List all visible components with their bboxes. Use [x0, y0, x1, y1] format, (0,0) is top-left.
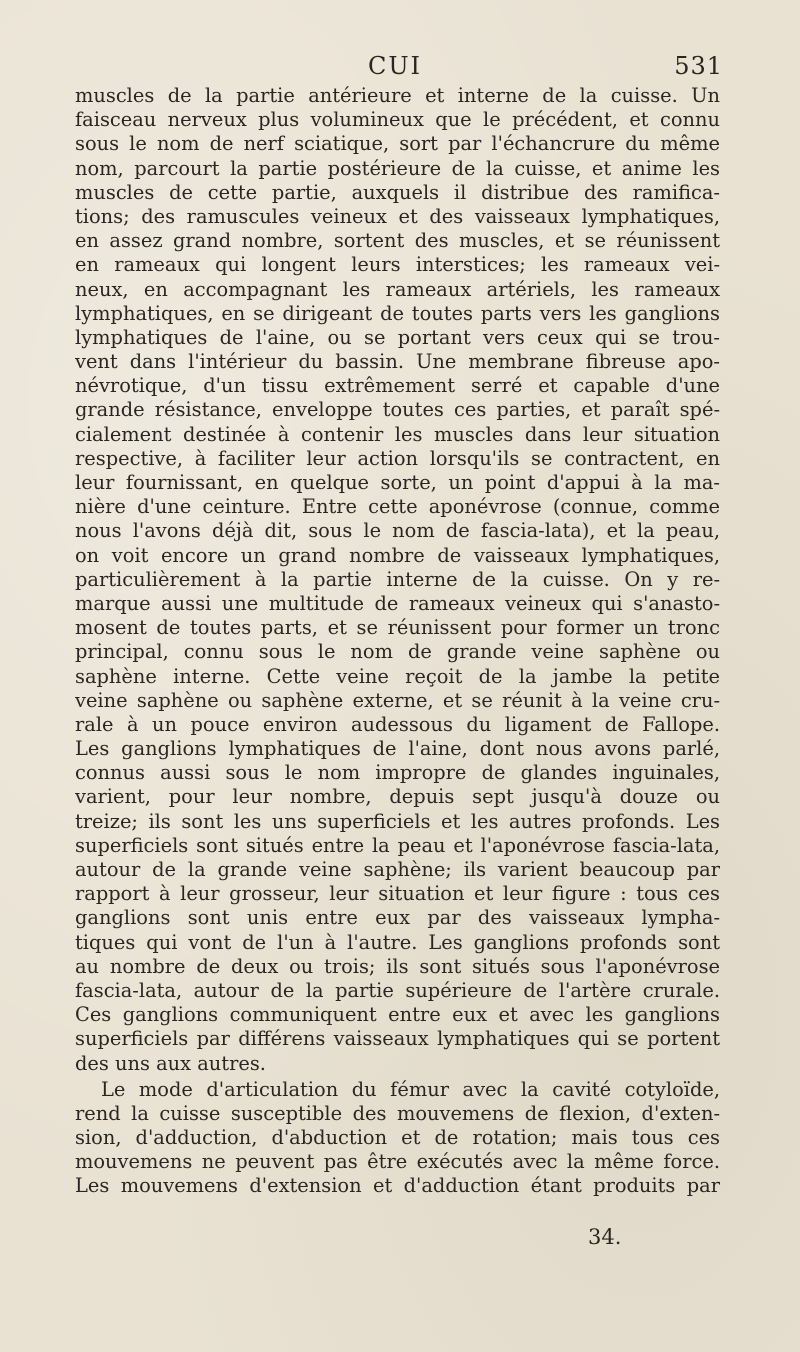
text-line: nière d'une ceinture. Entre cette aponévrose (connue, comme — [75, 495, 720, 519]
text-line: en rameaux qui longent leurs interstices; les rameaux vei- — [75, 253, 720, 277]
text-line: ganglions sont unis entre eux par des vaisseaux lympha- — [75, 906, 720, 930]
text-line: nom, parcourt la partie postérieure de la cuisse, et anime les — [75, 156, 720, 180]
running-title: CUI — [367, 52, 423, 80]
text-line: connus aussi sous le nom impropre de glandes inguinales, — [75, 761, 720, 785]
text-line: superficiels sont situés entre la peau et l'aponévrose fascia-lata, — [75, 833, 720, 857]
text-line: autour de la grande veine saphène; ils varient beaucoup par — [75, 858, 720, 881]
text-line: treize; ils sont les uns superficiels et les autres profonds. Les — [75, 809, 720, 833]
text-line: muscles de cette partie, auxquels il distribue des ramifica- — [75, 180, 720, 204]
text-line: en assez grand nombre, sortent des muscles, et se réunissent — [75, 229, 720, 253]
text-line: principal, connu sous le nom de grande veine saphène ou — [75, 640, 720, 664]
text-line: tiques qui vont de l'un à l'autre. Les ganglions profonds sont — [75, 930, 720, 954]
text-line: rapport à leur grosseur, leur situation et leur figure : tous ces — [75, 882, 720, 906]
text-line: des uns aux autres. — [75, 1051, 266, 1075]
text-line: faisceau nerveux plus volumineux que le précédent, et connu — [75, 108, 720, 132]
text-line: mouvemens ne peuvent pas être exécutés avec la même force. — [75, 1150, 720, 1174]
text-line: vent dans l'intérieur du bassin. Une membrane fibreuse apo- — [75, 350, 720, 374]
text-line: rend la cuisse susceptible des mouvemens de flexion, d'exten- — [75, 1101, 720, 1125]
text-line: Ces ganglions communiquent entre eux et avec les ganglions — [75, 1003, 720, 1027]
text-line: muscles de la partie antérieure et interne de la cuisse. Un — [75, 84, 720, 107]
text-line: sous le nom de nerf sciatique, sort par l'échancrure du même — [75, 132, 720, 156]
body-text — [75, 84, 720, 1199]
text-line: lymphatiques de l'aine, ou se portant vers ceux qui se trou- — [75, 325, 720, 349]
text-line: Les ganglions lymphatiques de l'aine, dont nous avons parlé, — [75, 737, 720, 761]
text-line: Le mode d'articulation du fémur avec la cavité cotyloïde, — [101, 1077, 720, 1101]
text-line: grande résistance, enveloppe toutes ces parties, et paraît spé- — [75, 398, 720, 422]
text-line: rale à un pouce environ audessous du ligament de Fallope. — [75, 712, 720, 736]
text-line: leur fournissant, en quelque sorte, un point d'appui à la ma- — [75, 471, 720, 494]
paragraph-1 — [75, 84, 720, 1076]
text-line: Les mouvemens d'extension et d'adduction étant produits par — [75, 1174, 720, 1198]
text-line: lymphatiques, en se dirigeant de toutes parts vers les ganglions — [75, 301, 720, 325]
text-line: sion, d'adduction, d'abduction et de rotation; mais tous ces — [75, 1126, 720, 1150]
text-line: fascia-lata, autour de la partie supérieure de l'artère crurale. — [75, 978, 720, 1002]
running-head — [75, 52, 723, 82]
text-line: particulièrement à la partie interne de la cuisse. On y re- — [75, 567, 720, 591]
page-number: 531 — [674, 52, 723, 80]
printer-signature: 34. — [588, 1225, 622, 1249]
text-line: tions; des ramuscules veineux et des vaisseaux lymphatiques, — [75, 204, 720, 228]
text-line: marque aussi une multitude de rameaux veineux qui s'anasto- — [75, 591, 720, 615]
text-line: saphène interne. Cette veine reçoit de la jambe la petite — [75, 664, 720, 688]
text-line: varient, pour leur nombre, depuis sept jusqu'à douze ou — [75, 785, 720, 809]
text-line: cialement destinée à contenir les muscles dans leur situation — [75, 422, 720, 446]
text-line: veine saphène ou saphène externe, et se réunit à la veine cru- — [75, 688, 720, 712]
text-line: on voit encore un grand nombre de vaisseaux lymphatiques, — [75, 543, 720, 567]
text-line: nous l'avons déjà dit, sous le nom de fascia-lata), et la peau, — [75, 519, 720, 543]
text-line: neux, en accompagnant les rameaux artériels, les rameaux — [75, 277, 720, 301]
text-line: mosent de toutes parts, et se réunissent pour former un tronc — [75, 616, 720, 640]
text-line: au nombre de deux ou trois; ils sont situés sous l'aponévrose — [75, 954, 720, 978]
text-line: névrotique, d'un tissu extrêmement serré et capable d'une — [75, 374, 720, 398]
text-line: superficiels par différens vaisseaux lymphatiques qui se portent — [75, 1027, 720, 1051]
text-line: respective, à faciliter leur action lorsqu'ils se contractent, en — [75, 446, 720, 470]
paragraph-2 — [75, 1078, 720, 1199]
